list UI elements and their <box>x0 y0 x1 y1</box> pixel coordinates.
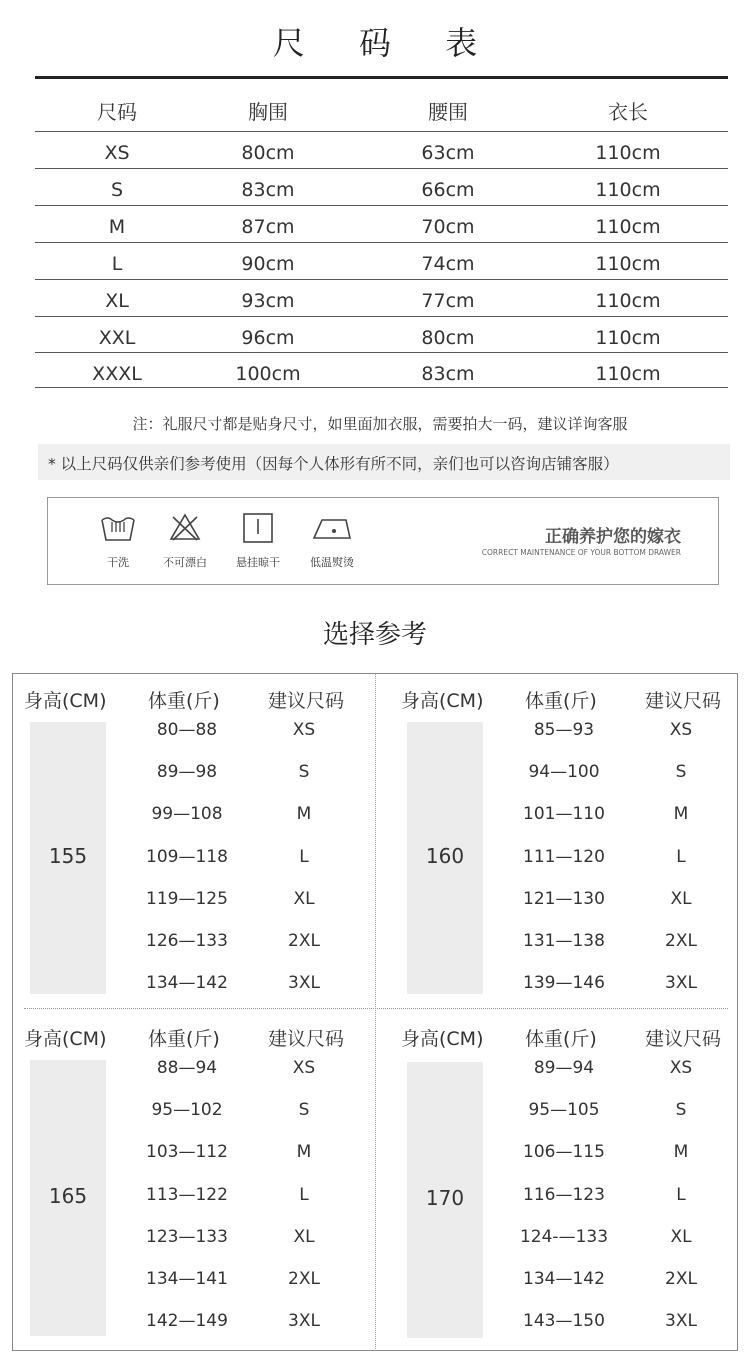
reference-header: 建议尺码 <box>268 1028 345 1050</box>
reference-header: 体重(斤) <box>525 1028 597 1050</box>
size-table-cell: 110cm <box>595 179 661 201</box>
size-table-cell: M <box>108 216 126 238</box>
reference-header: 身高(CM) <box>24 1028 107 1050</box>
size-table-header: 胸围 <box>248 100 288 124</box>
suggested-size: XS <box>292 1058 316 1078</box>
weight-range: 113—122 <box>146 1184 228 1205</box>
size-table-header: 尺码 <box>97 100 137 124</box>
size-table-cell: 83cm <box>421 363 475 385</box>
size-table-header: 腰围 <box>428 100 468 124</box>
size-table-cell: 110cm <box>595 363 661 385</box>
care-label-low-iron: 低温熨烫 <box>310 556 354 569</box>
suggested-size: 3XL <box>288 1311 320 1332</box>
weight-range: 95—102 <box>151 1100 223 1121</box>
size-table-header: 衣长 <box>608 100 648 124</box>
size-table-rule <box>35 279 728 280</box>
suggested-size: L <box>676 846 686 867</box>
weight-range: 119—125 <box>146 888 228 909</box>
suggested-size: 3XL <box>288 973 320 994</box>
weight-range: 95—105 <box>528 1100 600 1121</box>
weight-range: 134—142 <box>523 1269 605 1289</box>
suggested-size: S <box>298 1100 310 1121</box>
table-top-rule <box>35 76 728 79</box>
weight-range: 131—138 <box>523 931 605 951</box>
suggested-size: S <box>675 1100 687 1121</box>
size-table-cell: 96cm <box>241 327 295 349</box>
suggested-size: 2XL <box>288 931 320 951</box>
reference-header: 身高(CM) <box>24 690 107 712</box>
size-table-cell: 110cm <box>595 216 661 238</box>
grid-vertical-divider <box>375 673 376 1351</box>
disclaimer-bar <box>38 444 730 480</box>
height-value: 165 <box>48 1184 88 1208</box>
size-table-cell: 87cm <box>241 216 295 238</box>
size-table-cell: 93cm <box>241 290 295 312</box>
reference-header: 体重(斤) <box>525 690 597 712</box>
weight-range: 99—108 <box>151 804 223 825</box>
suggested-size: XL <box>293 1226 315 1247</box>
size-table-cell: 100cm <box>235 363 301 385</box>
suggested-size: 3XL <box>665 1311 697 1332</box>
size-table-cell: 74cm <box>421 253 475 275</box>
weight-range: 123—133 <box>146 1226 228 1247</box>
height-value: 160 <box>425 844 465 868</box>
suggested-size: 2XL <box>288 1269 320 1289</box>
size-table-cell: 110cm <box>595 327 661 349</box>
size-table-cell: 110cm <box>595 290 661 312</box>
height-value: 170 <box>425 1186 465 1210</box>
weight-range: 121—130 <box>523 888 605 909</box>
reference-header: 体重(斤) <box>148 690 220 712</box>
care-subtitle: CORRECT MAINTENANCE OF YOUR BOTTOM DRAWER <box>481 548 681 557</box>
suggested-size: M <box>296 1142 312 1163</box>
weight-range: 106—115 <box>523 1142 605 1163</box>
suggested-size: M <box>673 1142 689 1163</box>
weight-range: 89—98 <box>156 762 218 783</box>
height-value: 155 <box>48 844 88 868</box>
weight-range: 103—112 <box>146 1142 228 1163</box>
reference-header: 身高(CM) <box>401 690 484 712</box>
size-table-rule <box>35 168 728 169</box>
size-table-rule <box>35 352 728 353</box>
suggested-size: XL <box>670 888 692 909</box>
size-table-cell: 66cm <box>421 179 475 201</box>
fit-note: 注：礼服尺寸都是贴身尺寸，如里面加衣服，需要拍大一码，建议详询客服 <box>132 415 628 433</box>
suggested-size: XS <box>292 720 316 740</box>
weight-range: 124-—133 <box>519 1226 609 1247</box>
suggested-size: L <box>299 1184 309 1205</box>
size-table-cell: XL <box>105 290 129 312</box>
weight-range: 85—93 <box>533 720 595 740</box>
weight-range: 143—150 <box>523 1311 605 1332</box>
size-table-cell: 80cm <box>241 142 295 164</box>
suggested-size: XS <box>669 1058 693 1078</box>
size-table-cell: S <box>110 179 124 201</box>
size-table-cell: 83cm <box>241 179 295 201</box>
weight-range: 89—94 <box>533 1058 595 1078</box>
dry-clean-icon <box>98 510 138 544</box>
weight-range: 126—133 <box>146 931 228 951</box>
suggested-size: 2XL <box>665 931 697 951</box>
page-title: 尺 码 表 <box>272 24 500 62</box>
care-label-hang-dry: 悬挂晾干 <box>236 556 280 569</box>
no-bleach-icon <box>168 512 202 542</box>
weight-range: 142—149 <box>146 1311 228 1332</box>
suggested-size: M <box>673 804 689 825</box>
size-table-rule <box>35 242 728 243</box>
suggested-size: S <box>675 762 687 783</box>
size-table-rule <box>35 131 728 132</box>
care-title: 正确养护您的嫁衣 <box>545 527 681 547</box>
suggested-size: L <box>299 846 309 867</box>
size-table-cell: XXL <box>98 327 136 349</box>
reference-header: 建议尺码 <box>645 690 722 712</box>
size-table-rule <box>35 387 728 388</box>
weight-range: 134—142 <box>146 973 228 994</box>
weight-range: 116—123 <box>523 1184 605 1205</box>
size-table-cell: L <box>111 253 123 275</box>
low-iron-icon <box>310 514 354 542</box>
size-table-cell: 90cm <box>241 253 295 275</box>
weight-range: 111—120 <box>523 846 605 867</box>
suggested-size: S <box>298 762 310 783</box>
weight-range: 94—100 <box>528 762 600 783</box>
size-table-rule <box>35 316 728 317</box>
size-table-cell: 70cm <box>421 216 475 238</box>
suggested-size: L <box>676 1184 686 1205</box>
hang-dry-icon <box>242 512 274 544</box>
size-table-cell: 110cm <box>595 142 661 164</box>
size-table-rule <box>35 205 728 206</box>
reference-header: 体重(斤) <box>148 1028 220 1050</box>
reference-title: 选择参考 <box>322 620 427 650</box>
suggested-size: XS <box>669 720 693 740</box>
size-table-cell: 80cm <box>421 327 475 349</box>
suggested-size: 2XL <box>665 1269 697 1289</box>
reference-header: 身高(CM) <box>401 1028 484 1050</box>
weight-range: 109—118 <box>146 846 228 867</box>
size-table-cell: 63cm <box>421 142 475 164</box>
size-table-cell: 77cm <box>421 290 475 312</box>
weight-range: 80—88 <box>156 720 218 740</box>
reference-header: 建议尺码 <box>645 1028 722 1050</box>
size-table-cell: XS <box>104 142 130 164</box>
weight-range: 134—141 <box>146 1269 228 1289</box>
suggested-size: M <box>296 804 312 825</box>
weight-range: 139—146 <box>523 973 605 994</box>
weight-range: 88—94 <box>156 1058 218 1078</box>
reference-header: 建议尺码 <box>268 690 345 712</box>
weight-range: 101—110 <box>523 804 605 825</box>
disclaimer-text: * 以上尺码仅供亲们参考使用（因每个人体形有所不同，亲们也可以咨询店铺客服） <box>48 455 619 473</box>
suggested-size: 3XL <box>665 973 697 994</box>
care-instructions-box <box>47 497 719 585</box>
size-table-cell: 110cm <box>595 253 661 275</box>
care-label-dry-clean: 干洗 <box>107 556 129 569</box>
size-table-cell: XXXL <box>92 363 142 385</box>
suggested-size: XL <box>670 1226 692 1247</box>
care-label-no-bleach: 不可漂白 <box>163 556 207 569</box>
suggested-size: XL <box>293 888 315 909</box>
grid-horizontal-divider <box>24 1008 728 1009</box>
